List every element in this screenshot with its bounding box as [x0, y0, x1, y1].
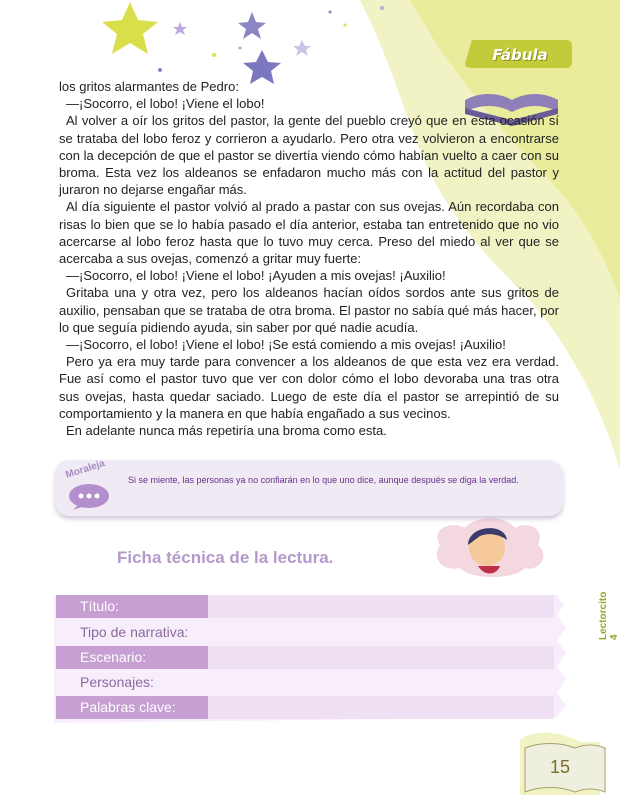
- form-row-personajes: [56, 671, 554, 694]
- story-paragraph: Gritaba una y otra vez, pero los aldeanos hacían oídos sordos ante sus gritos de auxilio, pensaban que se trataba de otra broma. El pastor no sabía qué más hacer, por lo que seguía pidiendo ayuda, sin saber por qué nadie acudía.: [59, 285, 559, 335]
- story-paragraph: Al volver a oír los gritos del pastor, la gente del pueblo creyó que en esta ocasión sí se trataba del lobo feroz y corrieron a ayudarlo. Pero otra vez volvieron a encontrarse con la decepción de que el pastor se divertía viendo cómo habían vuelto a caer con su broma. Esta vez los aldeanos se enfadaron mucho más con la actitud del pastor y juraron no dejarse engañar más.: [59, 113, 559, 198]
- story-paragraph: Pero ya era muy tarde para convencer a los aldeanos de que esta vez era verdad. Fue así como el pastor tuvo que ver con dolor cómo el lobo devoraba una tras otra sus ovejas, hasta quedar saciado. Luego de este día el pastor se arrepintió de su comportamiento y la manera en que había engañado a sus vecinos.: [59, 354, 559, 421]
- dot-icon: [344, 24, 347, 27]
- tipo-narrativa-input[interactable]: [208, 621, 554, 644]
- form-row-escenario: [56, 646, 554, 669]
- form-row-titulo: [56, 595, 554, 618]
- story-paragraph: —¡Socorro, el lobo! ¡Viene el lobo! ¡Ayuden a mis ovejas! ¡Auxilio!: [66, 268, 446, 284]
- dot-icon: [158, 68, 162, 72]
- story-text: [59, 78, 559, 439]
- moraleja-text: Si se miente, las personas ya no confiarán en lo que uno dice, aunque después se diga la verdad.: [128, 475, 519, 485]
- field-label: Tipo de narrativa:: [80, 624, 189, 640]
- field-label: Título:: [80, 598, 119, 614]
- field-label: Palabras clave:: [80, 699, 176, 715]
- personajes-input[interactable]: [208, 671, 554, 694]
- story-paragraph: En adelante nunca más repetiría una broma como esta.: [66, 423, 387, 439]
- field-label: Personajes:: [80, 674, 154, 690]
- star-icon: [102, 2, 158, 54]
- story-paragraph: —¡Socorro, el lobo! ¡Viene el lobo! ¡Se está comiendo a mis ovejas! ¡Auxilio!: [66, 337, 506, 353]
- dot-icon: [329, 11, 332, 14]
- field-label: Escenario:: [80, 649, 147, 665]
- story-paragraph: —¡Socorro, el lobo! ¡Viene el lobo!: [66, 96, 265, 112]
- form-row-palabras: [56, 696, 554, 719]
- titulo-input[interactable]: [208, 595, 554, 618]
- escenario-input[interactable]: [208, 646, 554, 669]
- story-paragraph: los gritos alarmantes de Pedro:: [59, 79, 239, 94]
- dot-icon: [380, 6, 384, 10]
- story-paragraph: Al día siguiente el pastor volvió al prado a pastar con sus ovejas. Aún recordaba con risas lo bien que se lo había pasado el día anterior, estaba tan entretenido que no vio acercarse al lobo feroz hasta que lo tuvo muy cerca. Preso del miedo al ver que se acercaba a sus ovejas, comenzó a gritar muy fuerte:: [59, 199, 559, 267]
- dot-icon: [212, 53, 216, 57]
- ficha-form: [52, 595, 572, 723]
- moraleja-label: Moraleja: [64, 457, 107, 482]
- moraleja-box: [55, 457, 563, 516]
- star-icon: [293, 40, 311, 56]
- section-badge: Fábula: [492, 46, 548, 64]
- page-number: 15: [549, 757, 571, 777]
- ficha-title: Ficha técnica de la lectura.: [117, 548, 334, 567]
- star-icon: [173, 22, 187, 35]
- series-label: Lectorcito 4: [598, 591, 620, 640]
- star-icon: [238, 12, 266, 39]
- dot-icon: [239, 47, 242, 50]
- form-row-tipo: [56, 621, 554, 644]
- palabras-clave-input[interactable]: [208, 696, 554, 719]
